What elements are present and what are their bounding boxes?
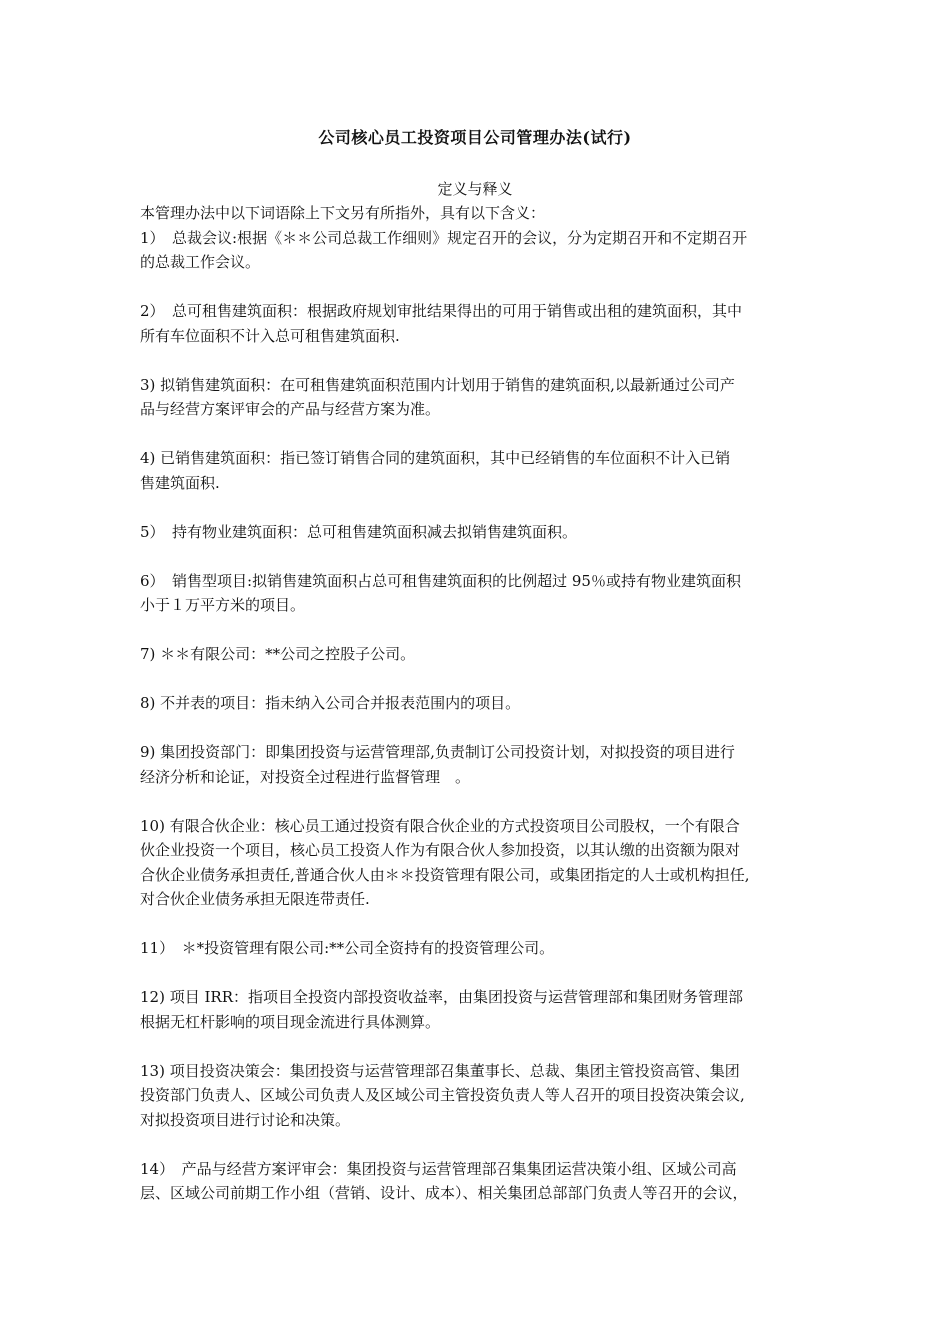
- definition-paragraph: [140, 691, 820, 716]
- definition-list: [140, 226, 820, 1206]
- paragraph-line: 6） 销售型项目:拟销售建筑面积占总可租售建筑面积的比例超过 95％或持有物业建筑面积: [140, 571, 741, 590]
- paragraph-line: 对合伙企业债务承担无限连带责任.: [140, 890, 370, 908]
- paragraph-line: 伙企业投资一个项目，核心员工投资人作为有限合伙人参加投资，以其认缴的出资额为限对: [140, 841, 741, 859]
- paragraph-line: 1） 总裁会议:根据《＊＊公司总裁工作细则》规定召开的会议，分为定期召开和不定期召开: [140, 228, 748, 247]
- paragraph-line: 合伙企业债务承担责任,普通合伙人由＊＊投资管理有限公司，或集团指定的人士或机构担任,: [140, 865, 750, 884]
- definition-paragraph: [140, 1059, 820, 1133]
- section-heading: 定义与释义: [437, 180, 513, 198]
- definition-paragraph: [140, 299, 820, 348]
- paragraph-line: 根据无杠杆影响的项目现金流进行具体测算。: [140, 1012, 441, 1031]
- definition-paragraph: [140, 814, 820, 912]
- paragraph-line: 的总裁工作会议。: [140, 253, 261, 271]
- paragraph-line: 5） 持有物业建筑面积：总可租售建筑面积减去拟销售建筑面积。: [140, 522, 578, 541]
- definition-paragraph: [140, 446, 820, 495]
- intro-text: 本管理办法中以下词语除上下文另有所指外，具有以下含义：: [140, 204, 546, 222]
- paragraph-line: 11） ＊*投资管理有限公司:**公司全资持有的投资管理公司。: [140, 939, 555, 957]
- paragraph-line: 13) 项目投资决策会：集团投资与运营管理部召集董事长、总裁、集团主管投资高管、集团: [140, 1061, 740, 1080]
- definition-paragraph: [140, 642, 820, 667]
- paragraph-line: 12) 项目 IRR：指项目全投资内部投资收益率，由集团投资与运营管理部和集团财务管理部: [140, 988, 743, 1006]
- definition-paragraph: [140, 1157, 820, 1206]
- paragraph-line: 层、区域公司前期工作小组（营销、设计、成本）、相关集团总部部门负责人等召开的会议，: [140, 1184, 748, 1202]
- paragraph-line: 3) 拟销售建筑面积：在可租售建筑面积范围内计划用于销售的建筑面积,以最新通过公司产: [140, 375, 735, 394]
- paragraph-line: 2） 总可租售建筑面积：根据政府规划审批结果得出的可用于销售或出租的建筑面积，其中: [140, 302, 743, 320]
- paragraph-line: 对拟投资项目进行讨论和决策。: [140, 1110, 351, 1129]
- paragraph-line: 14） 产品与经营方案评审会：集团投资与运营管理部召集集团运营决策小组、区域公司高: [140, 1159, 737, 1178]
- definition-paragraph: [140, 373, 820, 422]
- paragraph-line: 小于１万平方米的项目。: [140, 596, 306, 614]
- paragraph-line: 所有车位面积不计入总可租售建筑面积.: [140, 326, 400, 345]
- paragraph-line: 投资部门负责人、区域公司负责人及区域公司主管投资负责人等人召开的项目投资决策会议,: [140, 1086, 745, 1104]
- document-body: [140, 201, 820, 1230]
- definition-paragraph: [140, 936, 820, 961]
- paragraph-line: 经济分析和论证，对投资全过程进行监督管理 。: [140, 767, 471, 786]
- definition-paragraph: [140, 226, 820, 275]
- definition-paragraph: [140, 569, 820, 618]
- paragraph-line: 7) ＊＊有限公司：**公司之控股子公司。: [140, 645, 416, 663]
- paragraph-line: 8) 不并表的项目：指未纳入公司合并报表范围内的项目。: [140, 694, 521, 712]
- definition-paragraph: [140, 740, 820, 789]
- paragraph-line: 9) 集团投资部门：即集团投资与运营管理部,负责制订公司投资计划，对拟投资的项目进行: [140, 743, 735, 761]
- paragraph-line: 4) 已销售建筑面积：指已签订销售合同的建筑面积，其中已经销售的车位面积不计入已销: [140, 449, 731, 467]
- paragraph-line: 售建筑面积.: [140, 473, 220, 492]
- paragraph-line: 10) 有限合伙企业：核心员工通过投资有限合伙企业的方式投资项目公司股权，一个有限合: [140, 816, 740, 835]
- document-title: 公司核心员工投资项目公司管理办法(试行): [318, 128, 632, 147]
- definition-paragraph: [140, 520, 820, 545]
- paragraph-line: 品与经营方案评审会的产品与经营方案为准。: [140, 400, 441, 418]
- definition-paragraph: [140, 985, 820, 1034]
